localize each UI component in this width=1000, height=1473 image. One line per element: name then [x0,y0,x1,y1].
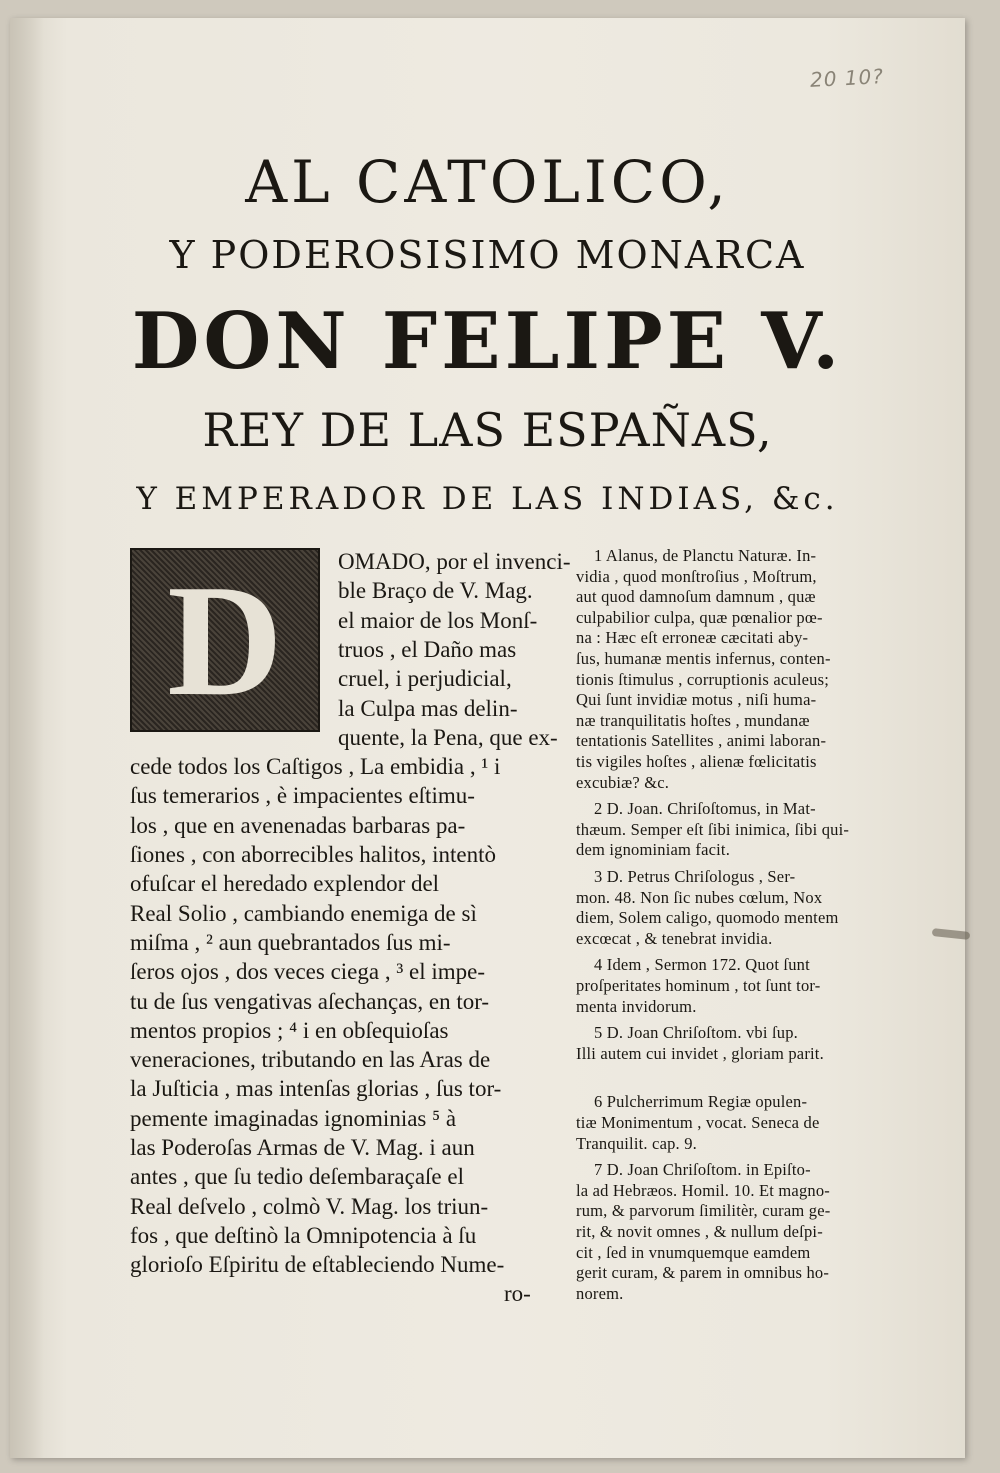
heading-line-5: Y EMPERADOR DE LAS INDIAS, &c. [136,481,839,517]
footnote-line: 3 D. Petrus Chriſologus , Ser- [594,867,796,886]
main-text-line: pemente imaginadas ignominias ⁵ à [130,1105,457,1131]
main-text-line: OMADO, por el invenci- [338,549,571,574]
footnote-line: gerit curam, & parem in omnibus ho- [576,1263,830,1283]
footnote-line: thæum. Semper eſt ſibi inimica, ſibi qui- [576,819,850,839]
main-text-line: antes , que ſu tedio deſembaraçaſe el [130,1164,464,1190]
footnote-line: 7 D. Joan Chriſoſtom. in Epiſto- [594,1160,811,1180]
book-page [10,18,965,1458]
footnote-line: 5 D. Joan Chriſoſtom. vbi ſup. [594,1023,798,1043]
main-text-line: ſus temerarios , è impacientes eſtimu- [130,783,475,809]
main-text-line: ofuſcar el heredado explendor del [130,871,440,897]
footnote-line: rit, & novit omnes , & nullum deſpi- [576,1222,823,1241]
footnote-line: Qui ſunt invidiæ motus , niſi huma- [576,690,817,710]
footnote-line: tis vigiles hoſtes , alienæ fœlicitatis [576,752,817,771]
footnote-line: Illi autem cui invidet , gloriam parit. [576,1043,824,1063]
footnote-line: mon. 48. Non ſic nubes cœlum, Nox [576,887,823,907]
footnote-line: 4 Idem , Sermon 172. Quot ſunt [594,955,810,975]
main-text-line: ſiones , con aborrecibles halitos, intentò [130,842,496,867]
footnote-line: aut quod damnoſum damnum , quæ [576,587,816,607]
main-text-line: Real Solio , cambiando enemiga de sì [130,900,477,926]
main-text-line: Real deſvelo , colmò V. Mag. los triun- [130,1193,489,1219]
footnote-line: norem. [576,1283,624,1303]
main-text-line: las Poderoſas Armas de V. Mag. i aun [130,1135,475,1160]
main-text-line: la Culpa mas delin- [338,695,518,721]
paper-stain [932,928,971,940]
footnote-line: næ tranquilitatis hoſtes , mundanæ [576,710,810,730]
main-text-line: los , que en avenenadas barbaras pa- [130,812,466,838]
footnote-line: culpabilior culpa, quæ pœnalior pœ- [576,607,823,627]
heading-line-2: Y PODEROSISIMO MONARCA [169,233,806,277]
main-text-line: veneraciones, tributando en las Aras de [130,1047,491,1073]
footnote-line: excubiæ? &c. [576,772,670,792]
footnote-line: 6 Pulcherrimum Regiæ opulen- [594,1092,808,1112]
main-text-line: miſma , ² aun quebrantados ſus mi- [130,929,451,955]
main-text-line: ſeros ojos , dos veces ciega , ³ el impe- [130,959,485,985]
main-text-line: cede todos los Caſtigos , La embidia , ¹ i [130,754,501,780]
catchword: ro- [504,1281,531,1306]
footnote-line: 1 Alanus, de Planctu Naturæ. In- [594,546,817,565]
main-text-line: mentos propios ; ⁴ i en obſequioſas [130,1017,449,1043]
decorated-initial [130,548,320,732]
footnote-line: Tranquilit. cap. 9. [576,1133,697,1153]
main-text-line: ble Braço de V. Mag. [338,578,533,604]
footnote-line: dem ignominiam facit. [576,840,731,860]
main-text-line: truos , el Daño mas [338,636,517,662]
main-text-line: el maior de los Monſ- [338,607,538,633]
footnote-line: menta invidorum. [576,996,697,1016]
main-text-line: cruel, i perjudicial, [338,666,512,692]
footnote-line: na : Hæc eſt erroneæ cæcitati aby- [576,628,809,648]
heading-line-3: DON FELIPE V. [131,296,844,387]
footnote-line: la ad Hebræos. Homil. 10. Et magno- [576,1180,831,1200]
footnote-line: tionis ſtimulus , corruptionis aculeus; [576,669,829,689]
main-text-line: glorioſo Eſpiritu de eſtableciendo Nume- [130,1252,505,1278]
footnote-line: tentationis Satellites , animi laboran- [576,731,827,751]
footnote-line: vidia , quod monſtroſius , Moſtrum, [576,566,817,586]
footnote-line: proſperitates hominum , tot ſunt tor- [576,976,821,995]
footnote-line: cit , ſed in vnumquemque eamdem [576,1242,811,1262]
footnote-line: diem, Solem caligo, quomodo mentem [576,908,839,928]
main-text-line: fos , que deſtinò la Omnipotencia à ſu [130,1222,477,1248]
main-text-line: quente, la Pena, que ex- [338,724,558,750]
initial-letter: D [167,551,283,729]
footnote-line: excœcat , & tenebrat invidia. [576,928,773,948]
footnote-line: rum, & parvorum ſimilitèr, curam ge- [576,1201,831,1221]
heading-line-4: REY DE LAS ESPAÑAS, [202,403,773,457]
heading-line-1: AL CATOLICO, [245,148,730,216]
main-text-line: la Juſticia , mas intenſas glorias , ſus tor- [130,1076,502,1102]
footnote-line: tiæ Monimentum , vocat. Seneca de [576,1113,820,1132]
footnote-line: 2 D. Joan. Chriſoſtomus, in Mat- [594,799,816,819]
main-text-line: tu de ſus vengativas aſechanças, en tor- [130,988,490,1014]
footnote-line: ſus, humanæ mentis infernus, conten- [576,649,831,668]
pencil-annotation: 20 10? [809,64,885,92]
